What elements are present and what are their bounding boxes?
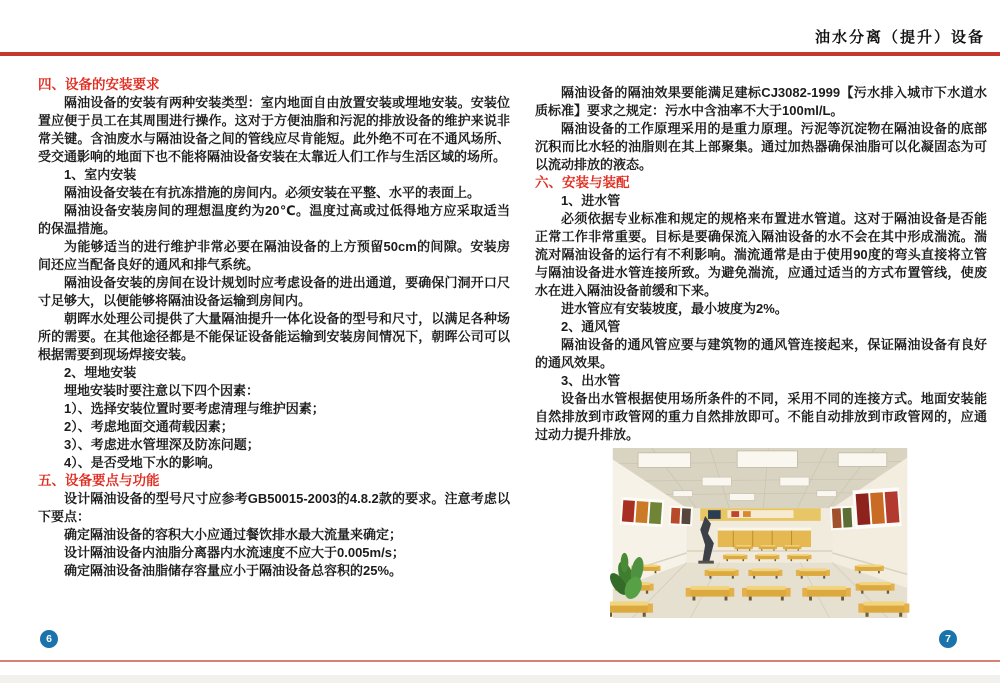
paragraph: 隔油设备安装的房间在设计规划时应考虑设备的进出通道，要确保门洞开口尺寸足够大，以便能够将隔油设备运输到房间内。 bbox=[38, 275, 510, 308]
paragraph: 埋地安装时要注意以下四个因素： bbox=[64, 383, 260, 398]
list-item: 设计隔油设备内油脂分离器内水流速度不应大于0.005m/s； bbox=[64, 545, 405, 560]
list-item: 3）、考虑进水管埋深及防冻问题； bbox=[64, 437, 260, 452]
section-heading-4: 四、设备的安装要求 bbox=[38, 77, 160, 92]
paragraph: 隔油设备的工作原理采用的是重力原理。污泥等沉淀物在隔油设备的底部沉积而比水轻的油脂则在其上部聚集。通过加热器确保油脂可以化凝固态为可以流动排放的液态。 bbox=[535, 121, 987, 172]
paragraph: 隔油设备安装在有抗冻措施的房间内。必须安装在平整、水平的表面上。 bbox=[64, 185, 481, 200]
sub-heading: 2、通风管 bbox=[561, 319, 621, 334]
sub-heading: 3、出水管 bbox=[561, 373, 621, 388]
footer-rule bbox=[0, 660, 1000, 662]
sub-heading: 1、进水管 bbox=[561, 193, 621, 208]
left-page-column bbox=[38, 76, 510, 580]
paragraph: 隔油设备安装房间的理想温度约为20℃。温度过高或过低得地方应采取适当的保温措施。 bbox=[38, 203, 510, 236]
paragraph: 为能够适当的进行维护非常必要在隔油设备的上方预留50cm的间隙。安装房间还应当配备良好的通风和排气系统。 bbox=[38, 239, 510, 272]
right-page-column bbox=[535, 84, 987, 444]
page-edge-strip bbox=[0, 675, 1000, 683]
header-rule bbox=[0, 52, 1000, 56]
list-item: 1）、选择安装位置时要考虑清理与维护因素； bbox=[64, 401, 325, 416]
section-heading-6: 六、安装与装配 bbox=[535, 175, 630, 190]
cafeteria-photo-illustration bbox=[610, 448, 910, 618]
paragraph: 设计隔油设备的型号尺寸应参考GB50015-2003的4.8.2款的要求。注意考虑以下要点： bbox=[38, 491, 510, 524]
paragraph: 朝晖水处理公司提供了大量隔油提升一体化设备的型号和尺寸，以满足各种场所的需要。在其他途径都是不能保证设备能运输到安装房间情况下，朝晖公司可以根据需要到现场焊接安装。 bbox=[38, 311, 510, 362]
paragraph: 隔油设备的隔油效果要能满足建标CJ3082-1999【污水排入城市下水道水质标准】要求之规定：污水中含油率不大于100ml/L。 bbox=[535, 85, 987, 118]
list-item: 4）、是否受地下水的影响。 bbox=[64, 455, 221, 470]
page-title: 油水分离（提升）设备 bbox=[814, 29, 985, 46]
sub-heading: 2、埋地安装 bbox=[64, 365, 137, 380]
paragraph: 进水管应有安装坡度，最小坡度为2%。 bbox=[561, 301, 788, 316]
list-item: 确定隔油设备的容积大小应通过餐饮排水最大流量来确定； bbox=[64, 527, 403, 542]
paragraph: 隔油设备的安装有两种安装类型：室内地面自由放置安装或埋地安装。安装位置应便于员工在其周围进行操作。这对于方便油脂和污泥的排放设备的维护来说非常关键。含油废水与隔油设备之间的管线应尽肯能短。此外绝不可在不通风场所、受交通影响的地面下也不能将隔油设备安装在太靠近人们工作与生活区域的场所。 bbox=[38, 95, 510, 164]
section-heading-5: 五、设备要点与功能 bbox=[38, 473, 160, 488]
list-item: 确定隔油设备油脂储存容量应小于隔油设备总容积的25%。 bbox=[64, 563, 403, 578]
page-number-right: 7 bbox=[939, 630, 957, 648]
page-number-left: 6 bbox=[40, 630, 58, 648]
paragraph: 设备出水管根据使用场所条件的不同，采用不同的连接方式。地面安装能自然排放到市政管网的重力自然排放即可。不能自动排放到市政管网的，应通过动力提升排放。 bbox=[535, 391, 987, 442]
cafeteria-photo bbox=[610, 448, 910, 618]
list-item: 2）、考虑地面交通荷载因素； bbox=[64, 419, 234, 434]
paragraph: 必须依据专业标准和规定的规格来布置进水管道。这对于隔油设备是否能正常工作非常重要。目标是要确保流入隔油设备的水不会在其中形成湍流。湍流对隔油设备的运行有不利影响。湍流通常是由于使用90度的弯头直接将立管与隔油设备进水管连接所致。为避免湍流，应通过适当的方式布置管线，使废水在进入隔油设备前缓和下来。 bbox=[535, 211, 987, 298]
paragraph: 隔油设备的通风管应要与建筑物的通风管连接起来，保证隔油设备有良好的通风效果。 bbox=[535, 337, 987, 370]
sub-heading: 1、室内安装 bbox=[64, 167, 137, 182]
